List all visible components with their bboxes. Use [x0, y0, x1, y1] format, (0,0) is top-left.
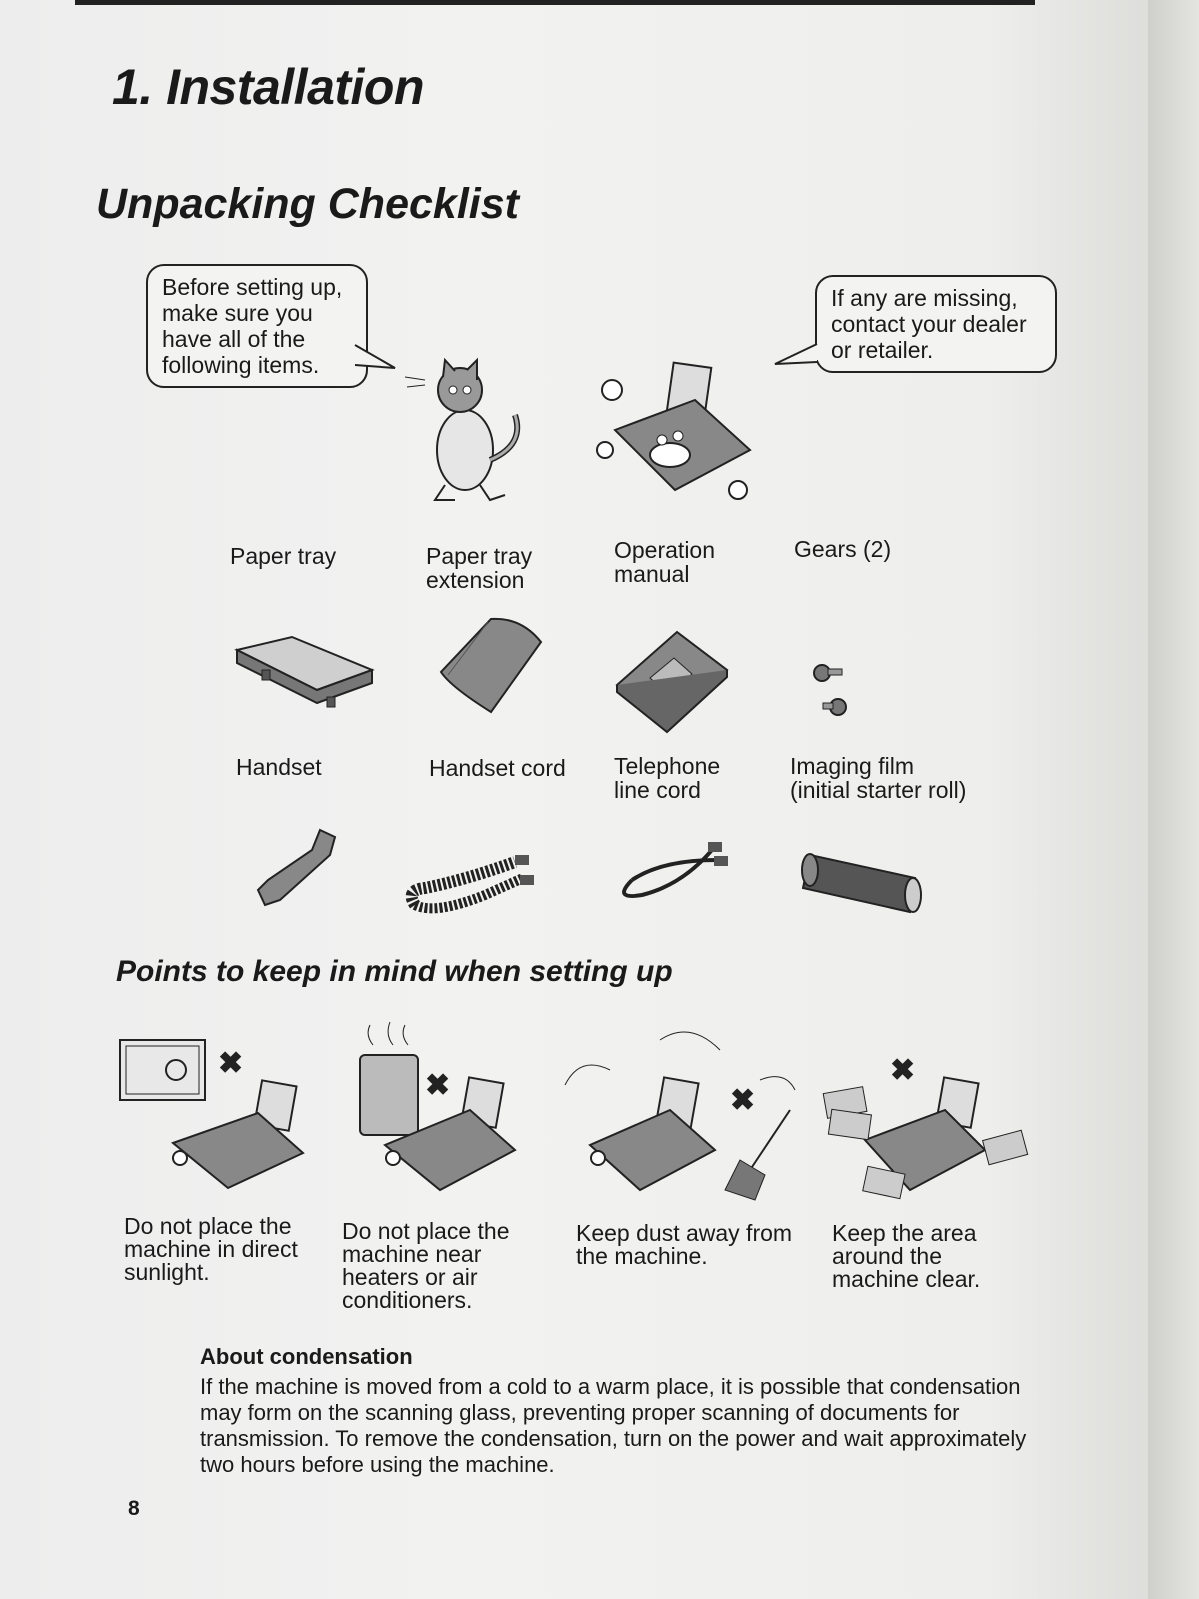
item-label-operation-manual: Operation manual	[614, 537, 716, 587]
item-label-gears: Gears (2)	[794, 536, 892, 562]
bubble-left-tail	[355, 340, 405, 380]
paper-tray-extension-icon	[436, 617, 546, 717]
item-label-paper-tray-extension: Paper tray extension	[426, 543, 533, 593]
bubble-left-text: Before setting up, make sure you have all of the following items.	[162, 274, 343, 378]
svg-text:✖: ✖	[218, 1047, 244, 1080]
bubble-left	[146, 264, 368, 388]
point-label-clear-area: Keep the area around the machine clear.	[832, 1220, 981, 1292]
sunlight-warning-icon	[118, 1038, 318, 1203]
telephone-line-cord-icon	[612, 840, 732, 905]
condensation-text: If the machine is moved from a cold to a warm place, it is possible that condensation may form on the scanning glass, preventing proper scanning of documents for transmission. To remove the condensation, turn on the power and wait approximately two hours before using the machine.	[200, 1374, 1027, 1477]
paper-tray-icon	[232, 635, 377, 710]
points-title: Points to keep in mind when setting up	[116, 955, 673, 988]
item-label-telephone-line-cord: Telephone line cord	[614, 753, 721, 803]
clutter-warning-icon	[820, 1050, 1050, 1220]
svg-text:✖: ✖	[425, 1069, 451, 1102]
fax-mascot-icon	[600, 360, 760, 515]
bubble-right-text: If any are missing, contact your dealer or retailer.	[831, 285, 1027, 363]
condensation-title: About condensation	[200, 1344, 413, 1369]
item-label-imaging-film: Imaging film (initial starter roll)	[790, 753, 967, 803]
svg-text:✖: ✖	[890, 1054, 916, 1087]
point-label-dust: Keep dust away from the machine.	[576, 1220, 793, 1269]
item-label-paper-tray: Paper tray	[230, 543, 337, 569]
handset-cord-icon	[405, 850, 535, 920]
facing-page-edge	[1148, 0, 1199, 1599]
item-label-handset-cord: Handset cord	[429, 755, 566, 781]
bubble-right-tail	[775, 342, 820, 372]
bubble-right	[815, 275, 1057, 373]
cat-mascot-icon	[405, 355, 545, 510]
dust-warning-icon	[560, 1030, 805, 1215]
item-label-handset: Handset	[236, 754, 322, 780]
handset-icon	[250, 825, 340, 910]
point-label-sunlight: Do not place the machine in direct sunlight.	[124, 1213, 298, 1285]
top-rule	[75, 0, 1035, 5]
gears-icon	[810, 663, 850, 723]
heater-warning-icon	[345, 1020, 535, 1205]
point-label-heaters: Do not place the machine near heaters or air conditioners.	[342, 1218, 510, 1313]
operation-manual-icon	[612, 630, 732, 730]
page-number: 8	[128, 1497, 140, 1520]
imaging-film-icon	[795, 850, 930, 920]
svg-text:✖: ✖	[730, 1084, 756, 1117]
section-title: 1. Installation	[112, 59, 425, 115]
subsection-title: Unpacking Checklist	[96, 180, 519, 228]
